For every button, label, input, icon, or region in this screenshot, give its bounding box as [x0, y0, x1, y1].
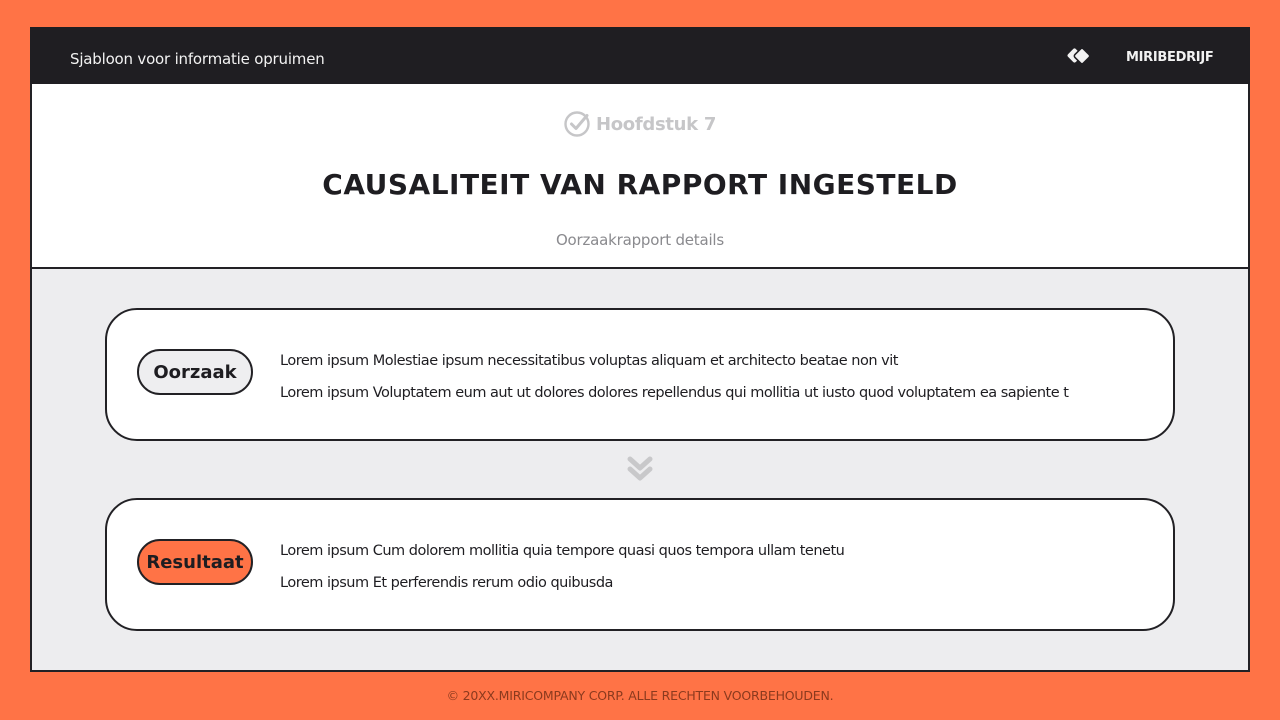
app-title: Sjabloon voor informatie opruimen — [70, 50, 325, 68]
cause-line: Lorem ipsum Molestiae ipsum necessitatibus voluptas aliquam et architecto beatae non vit — [280, 353, 898, 369]
cause-line: Lorem ipsum Voluptatem eum aut ut dolores dolores repellendus qui mollitia ut iusto quod voluptatem ea sapiente t — [280, 385, 1069, 401]
page-title: CAUSALITEIT VAN RAPPORT INGESTELD — [322, 168, 958, 201]
top-bar — [30, 27, 1250, 84]
cause-tag: Oorzaak — [137, 349, 253, 395]
result-card — [105, 498, 1175, 631]
cause-card — [105, 308, 1175, 441]
result-text — [280, 540, 844, 604]
copyright-footer: © 20XX.MIRICOMPANY CORP. ALLE RECHTEN VOORBEHOUDEN. — [446, 688, 834, 703]
page-subtitle: Oorzaakrapport details — [555, 231, 725, 249]
chapter-label: Hoofdstuk 7 — [595, 113, 717, 135]
result-line: Lorem ipsum Et perferendis rerum odio quibusda — [280, 575, 613, 591]
chapter-label-row — [32, 110, 1248, 138]
check-circle-icon — [564, 110, 592, 138]
result-line: Lorem ipsum Cum dolorem mollitia quia tempore quasi quos tempora ullam tenetu — [280, 543, 845, 559]
cause-text — [280, 350, 1068, 414]
double-chevron-down-icon — [624, 455, 656, 485]
brand-name: MIRIBEDRIJF — [1126, 50, 1214, 65]
result-tag: Resultaat — [137, 539, 253, 585]
slide-header — [32, 84, 1248, 269]
overlapping-diamonds-logo-icon — [1066, 47, 1094, 67]
slide-frame — [30, 27, 1250, 672]
